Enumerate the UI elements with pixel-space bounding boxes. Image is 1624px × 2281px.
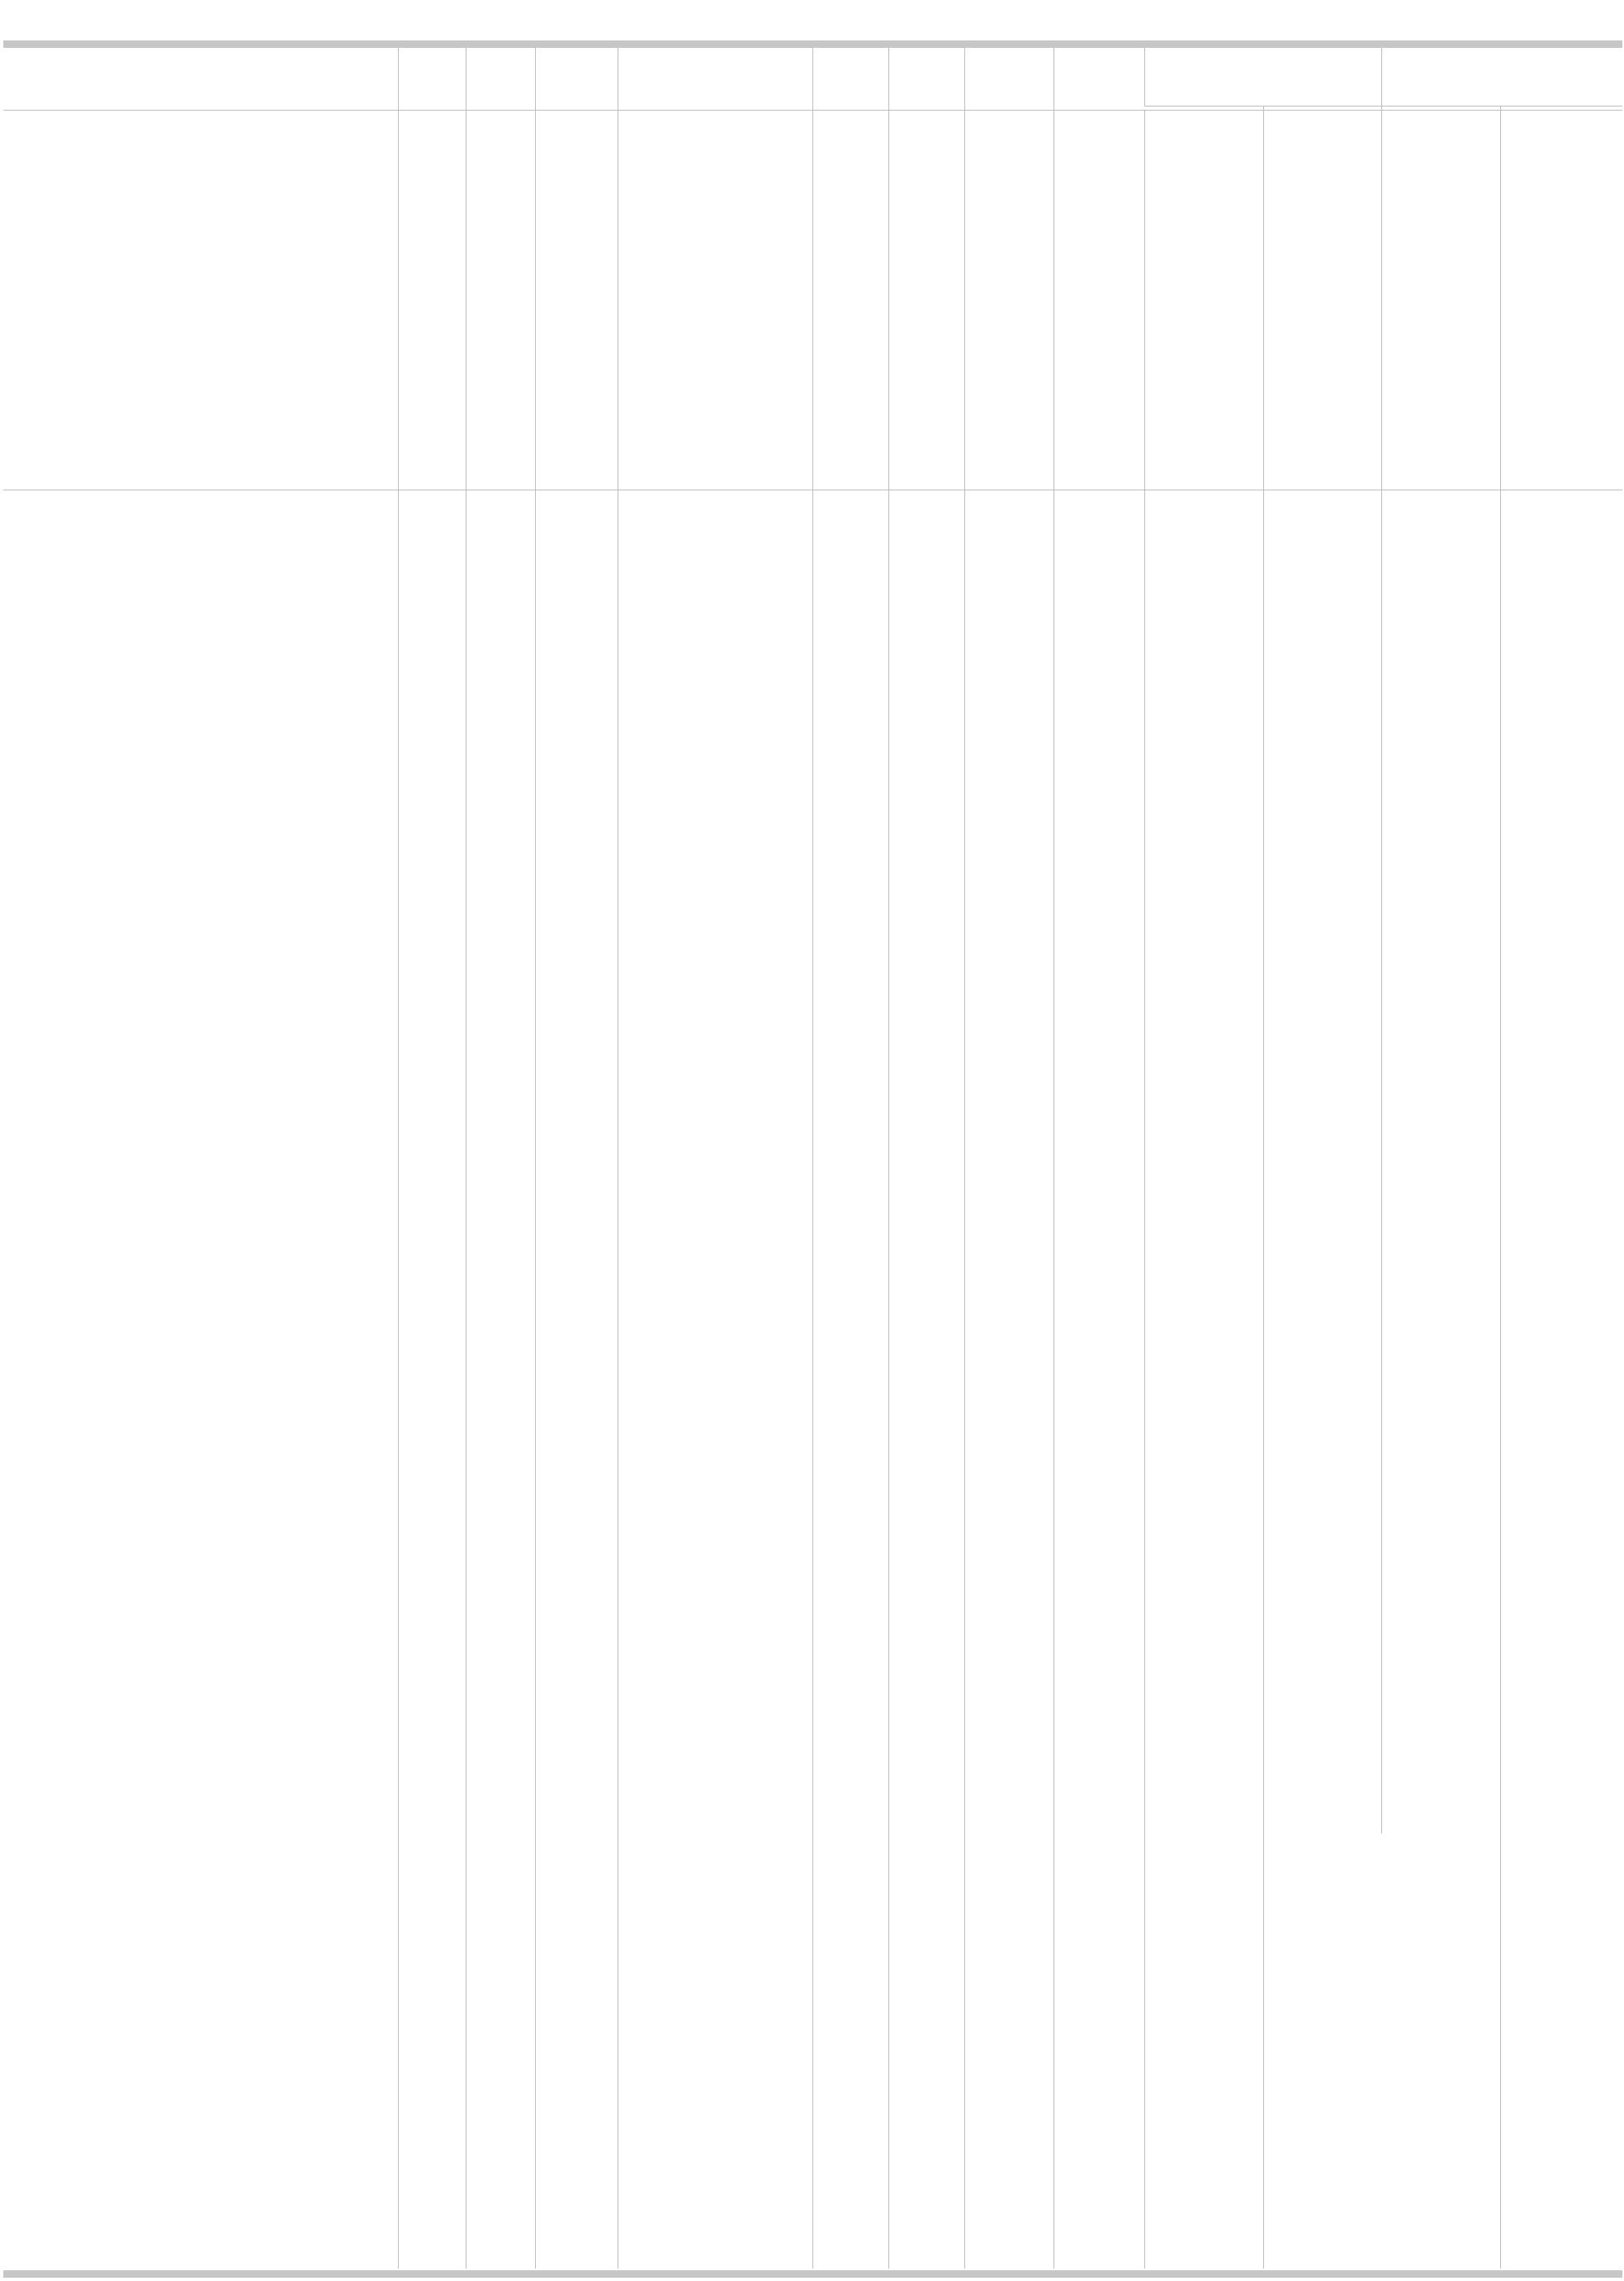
col-number bbox=[1263, 111, 1381, 490]
col-header-un bbox=[398, 48, 466, 111]
col-number bbox=[398, 111, 466, 490]
cargo-prohibited bbox=[1500, 1834, 1622, 2269]
col-number bbox=[812, 111, 888, 490]
group-header-cargo bbox=[1381, 48, 1622, 106]
col-header-labels bbox=[618, 48, 812, 111]
pax-max-qty bbox=[1263, 490, 1381, 1834]
packing-group bbox=[964, 490, 1053, 1834]
col-header-name bbox=[3, 48, 398, 111]
excepted-quantity bbox=[1053, 1834, 1144, 2269]
col-header-subsidiary bbox=[535, 48, 618, 111]
cargo-max-qty bbox=[1500, 490, 1622, 1834]
col-header-packing-group bbox=[964, 48, 1053, 111]
col-number bbox=[1144, 111, 1263, 490]
col-header-excepted-qty bbox=[1053, 48, 1144, 111]
excepted-quantity bbox=[1053, 490, 1144, 1834]
col-number bbox=[535, 111, 618, 490]
pax-packing-instruction bbox=[1144, 490, 1263, 1834]
substance-name bbox=[3, 1834, 398, 2269]
col-number bbox=[1053, 111, 1144, 490]
state-variation bbox=[812, 1834, 888, 2269]
page-header bbox=[0, 0, 1624, 43]
dangerous-goods-table bbox=[3, 48, 1622, 2269]
pax-prohibited bbox=[1263, 1834, 1500, 2269]
bottom-rule bbox=[3, 2270, 1622, 2278]
subsidiary-risk bbox=[535, 490, 618, 1834]
labels bbox=[618, 490, 812, 1834]
col-number bbox=[964, 111, 1053, 490]
un-number bbox=[398, 490, 466, 1834]
col-number bbox=[466, 111, 535, 490]
substance-name bbox=[3, 490, 398, 1834]
special-provisions bbox=[888, 1834, 964, 2269]
col-header-special-provisions bbox=[888, 48, 964, 111]
table-row bbox=[3, 490, 1622, 1834]
subsidiary-risk bbox=[535, 1834, 618, 2269]
class bbox=[466, 490, 535, 1834]
table-row bbox=[3, 1834, 1622, 2269]
column-numbers-row bbox=[3, 111, 1622, 490]
state-variation bbox=[812, 490, 888, 1834]
labels bbox=[618, 1834, 812, 2269]
special-provisions bbox=[888, 490, 964, 1834]
col-number bbox=[888, 111, 964, 490]
top-rule bbox=[3, 40, 1622, 48]
col-header-state-variations bbox=[812, 48, 888, 111]
col-number bbox=[1500, 111, 1622, 490]
group-header-passenger bbox=[1144, 48, 1381, 106]
col-number bbox=[3, 111, 398, 490]
packing-group bbox=[964, 1834, 1053, 2269]
class bbox=[466, 1834, 535, 2269]
col-number bbox=[1381, 111, 1500, 490]
cargo-packing-instruction bbox=[1381, 490, 1500, 1834]
pax-packing-instruction bbox=[1144, 1834, 1263, 2269]
un-number bbox=[398, 1834, 466, 2269]
col-header-class bbox=[466, 48, 535, 111]
col-number bbox=[618, 111, 812, 490]
